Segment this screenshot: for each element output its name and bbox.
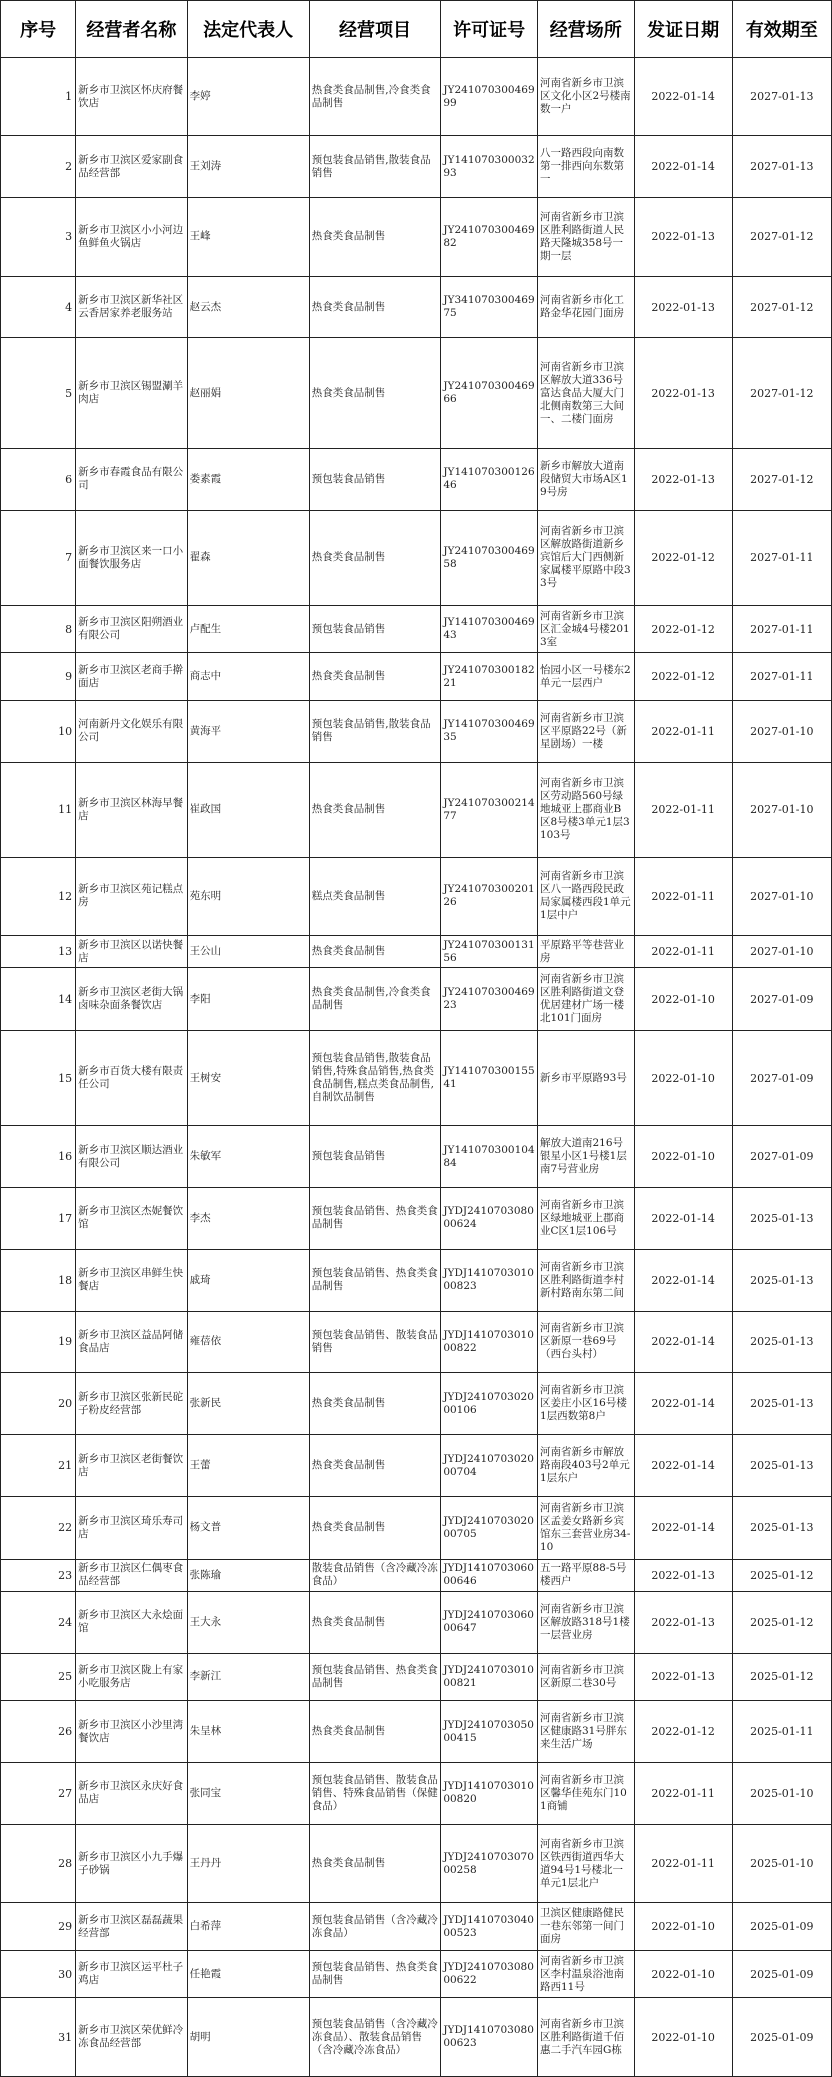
business-scope: 热食类食品制售 xyxy=(309,1591,441,1653)
license-no: JYDJ241070301000821 xyxy=(441,1653,538,1701)
business-address: 河南省新乡市卫滨区铁西街道西华大道94号1号楼北一单元1层北户 xyxy=(537,1824,634,1902)
business-scope: 热食类食品制售 xyxy=(309,510,441,605)
expiry-date: 2027-01-10 xyxy=(732,762,831,857)
expiry-date: 2025-01-09 xyxy=(732,1903,831,1951)
table-row xyxy=(1,338,832,449)
issue-date: 2022-01-10 xyxy=(634,968,732,1031)
legal-rep: 王树安 xyxy=(187,1031,309,1126)
legal-rep: 李婷 xyxy=(187,58,309,136)
business-scope: 预包装食品销售、热食类食品制售 xyxy=(309,1950,441,1998)
table-row xyxy=(1,58,832,136)
business-address: 河南省新乡市卫滨区馨华佳苑东门101商铺 xyxy=(537,1763,634,1825)
business-scope: 热食类食品制售,冷食类食品制售 xyxy=(309,58,441,136)
row-seq: 5 xyxy=(1,338,76,449)
operator-name: 新乡市卫滨区益品阿储食品店 xyxy=(76,1311,187,1373)
table-row xyxy=(1,936,832,968)
license-no: JY14107030015541 xyxy=(441,1031,538,1126)
header-legal-rep: 法定代表人 xyxy=(187,1,309,58)
table-row xyxy=(1,1824,832,1902)
table-body xyxy=(1,58,832,2077)
business-address: 河南省新乡市卫滨区绿地城亚上郡商业C区1层106号 xyxy=(537,1187,634,1249)
row-seq: 11 xyxy=(1,762,76,857)
legal-rep: 卢配生 xyxy=(187,605,309,653)
business-address: 河南省新乡市卫滨区解放路318号1楼一层营业房 xyxy=(537,1591,634,1653)
legal-rep: 任艳霞 xyxy=(187,1950,309,1998)
legal-rep: 王大永 xyxy=(187,1591,309,1653)
operator-name: 新乡市卫滨区锡盟涮羊肉店 xyxy=(76,338,187,449)
table-row xyxy=(1,1701,832,1763)
table-row xyxy=(1,448,832,510)
business-scope: 热食类食品制售 xyxy=(309,1496,441,1559)
operator-name: 新乡市卫滨区永庆好食品店 xyxy=(76,1763,187,1825)
legal-rep: 李新江 xyxy=(187,1653,309,1701)
issue-date: 2022-01-14 xyxy=(634,1373,732,1435)
expiry-date: 2025-01-12 xyxy=(732,1591,831,1653)
business-scope: 预包装食品销售 xyxy=(309,1126,441,1188)
business-scope: 预包装食品销售 xyxy=(309,448,441,510)
license-no: JYDJ141070304000523 xyxy=(441,1903,538,1951)
row-seq: 21 xyxy=(1,1435,76,1497)
legal-rep: 王公山 xyxy=(187,936,309,968)
expiry-date: 2027-01-11 xyxy=(732,510,831,605)
legal-rep: 戚琦 xyxy=(187,1249,309,1311)
issue-date: 2022-01-13 xyxy=(634,338,732,449)
expiry-date: 2027-01-11 xyxy=(732,605,831,653)
row-seq: 16 xyxy=(1,1126,76,1188)
issue-date: 2022-01-10 xyxy=(634,1031,732,1126)
table-row xyxy=(1,1249,832,1311)
issue-date: 2022-01-10 xyxy=(634,1126,732,1188)
business-address: 河南省新乡市卫滨区姜庄小区16号楼1层西数第8户 xyxy=(537,1373,634,1435)
business-scope: 热食类食品制售 xyxy=(309,1701,441,1763)
business-address: 河南省新乡市卫滨区解放大道336号富达食品大厦大门北侧南数第三大间一、二楼门面房 xyxy=(537,338,634,449)
table-row xyxy=(1,198,832,276)
expiry-date: 2027-01-11 xyxy=(732,653,831,701)
license-no: JY24107030018221 xyxy=(441,653,538,701)
issue-date: 2022-01-10 xyxy=(634,1998,732,2077)
row-seq: 14 xyxy=(1,968,76,1031)
header-business-scope: 经营项目 xyxy=(309,1,441,58)
expiry-date: 2025-01-13 xyxy=(732,1187,831,1249)
business-scope: 预包装食品销售、散装食品销售 xyxy=(309,1311,441,1373)
legal-rep: 雍蓓依 xyxy=(187,1311,309,1373)
header-license-no: 许可证号 xyxy=(441,1,538,58)
row-seq: 29 xyxy=(1,1903,76,1951)
license-no: JYDJ241070307000258 xyxy=(441,1824,538,1902)
table-row xyxy=(1,1373,832,1435)
expiry-date: 2025-01-10 xyxy=(732,1824,831,1902)
business-address: 河南省新乡市化工路金华花园门面房 xyxy=(537,276,634,338)
table-row xyxy=(1,857,832,935)
operator-name: 新乡市卫滨区爱家副食品经营部 xyxy=(76,136,187,198)
license-no: JY34107030046975 xyxy=(441,276,538,338)
operator-name: 新乡市卫滨区来一口小面餐饮服务店 xyxy=(76,510,187,605)
table-row xyxy=(1,136,832,198)
expiry-date: 2027-01-10 xyxy=(732,700,831,762)
issue-date: 2022-01-14 xyxy=(634,1311,732,1373)
license-no: JY14107030046943 xyxy=(441,605,538,653)
issue-date: 2022-01-14 xyxy=(634,58,732,136)
operator-name: 新乡市卫滨区仁偶枣食品经营部 xyxy=(76,1559,187,1591)
legal-rep: 张同宝 xyxy=(187,1763,309,1825)
row-seq: 19 xyxy=(1,1311,76,1373)
table-row xyxy=(1,1903,832,1951)
expiry-date: 2025-01-13 xyxy=(732,1249,831,1311)
operator-name: 新乡市卫滨区陇上有家小吃服务店 xyxy=(76,1653,187,1701)
header-address: 经营场所 xyxy=(537,1,634,58)
business-scope: 预包装食品销售 xyxy=(309,605,441,653)
legal-rep: 李杰 xyxy=(187,1187,309,1249)
business-address: 河南省新乡市卫滨区胜利路街道人民路天隆城358号一期一层 xyxy=(537,198,634,276)
operator-name: 新乡市卫滨区老商手擀面店 xyxy=(76,653,187,701)
issue-date: 2022-01-14 xyxy=(634,136,732,198)
business-address: 解放大道南216号银星小区1号楼1层南7号营业房 xyxy=(537,1126,634,1188)
issue-date: 2022-01-14 xyxy=(634,1187,732,1249)
table-row xyxy=(1,700,832,762)
operator-name: 新乡市卫滨区串鲜生快餐店 xyxy=(76,1249,187,1311)
legal-rep: 朱呈林 xyxy=(187,1701,309,1763)
operator-name: 新乡市卫滨区怀庆府餐饮店 xyxy=(76,58,187,136)
table-row xyxy=(1,1435,832,1497)
row-seq: 8 xyxy=(1,605,76,653)
business-scope: 热食类食品制售 xyxy=(309,762,441,857)
expiry-date: 2027-01-13 xyxy=(732,136,831,198)
issue-date: 2022-01-13 xyxy=(634,1559,732,1591)
row-seq: 10 xyxy=(1,700,76,762)
row-seq: 2 xyxy=(1,136,76,198)
issue-date: 2022-01-11 xyxy=(634,857,732,935)
business-address: 河南省新乡市卫滨区解放路街道新乡宾馆后大门西侧新家属楼平原路中段33号 xyxy=(537,510,634,605)
row-seq: 15 xyxy=(1,1031,76,1126)
table-row xyxy=(1,1950,832,1998)
license-no: JYDJ141070306000646 xyxy=(441,1559,538,1591)
expiry-date: 2027-01-09 xyxy=(732,1126,831,1188)
issue-date: 2022-01-10 xyxy=(634,1950,732,1998)
issue-date: 2022-01-14 xyxy=(634,1496,732,1559)
issue-date: 2022-01-12 xyxy=(634,1701,732,1763)
row-seq: 6 xyxy=(1,448,76,510)
table-row xyxy=(1,1559,832,1591)
business-address: 五一路平原88-5号楼西户 xyxy=(537,1559,634,1591)
row-seq: 28 xyxy=(1,1824,76,1902)
business-address: 怡园小区一号楼东2单元一层西户 xyxy=(537,653,634,701)
legal-rep: 王刘涛 xyxy=(187,136,309,198)
operator-name: 新乡市卫滨区小沙里湾餐饮店 xyxy=(76,1701,187,1763)
license-no: JYDJ241070302000704 xyxy=(441,1435,538,1497)
operator-name: 河南新丹文化娱乐有限公司 xyxy=(76,700,187,762)
license-no: JY24107030046982 xyxy=(441,198,538,276)
license-no: JYDJ241070308000622 xyxy=(441,1950,538,1998)
business-scope: 预包装食品销售,散装食品销售 xyxy=(309,700,441,762)
business-scope: 热食类食品制售 xyxy=(309,1435,441,1497)
operator-name: 新乡市卫滨区运平杜子鸡店 xyxy=(76,1950,187,1998)
business-address: 卫滨区健康路健民一巷东邻第一间门面房 xyxy=(537,1903,634,1951)
business-scope: 热食类食品制售,冷食类食品制售 xyxy=(309,968,441,1031)
business-scope: 热食类食品制售 xyxy=(309,338,441,449)
legal-rep: 商志中 xyxy=(187,653,309,701)
operator-name: 新乡市卫滨区琦乐寿司店 xyxy=(76,1496,187,1559)
expiry-date: 2025-01-13 xyxy=(732,1435,831,1497)
legal-rep: 崔政国 xyxy=(187,762,309,857)
issue-date: 2022-01-11 xyxy=(634,762,732,857)
row-seq: 3 xyxy=(1,198,76,276)
operator-name: 新乡市卫滨区杰妮餐饮馆 xyxy=(76,1187,187,1249)
business-scope: 预包装食品销售,散装食品销售,特殊食品销售,热食类食品制售,糕点类食品制售,自制饮品制售 xyxy=(309,1031,441,1126)
issue-date: 2022-01-11 xyxy=(634,1824,732,1902)
legal-rep: 王丹丹 xyxy=(187,1824,309,1902)
row-seq: 13 xyxy=(1,936,76,968)
expiry-date: 2027-01-09 xyxy=(732,1031,831,1126)
business-address: 河南省新乡市卫滨区八一路西段民政局家属楼西段1单元1层中户 xyxy=(537,857,634,935)
row-seq: 26 xyxy=(1,1701,76,1763)
business-address: 河南省新乡市解放路南段403号2单元1层东户 xyxy=(537,1435,634,1497)
table-row xyxy=(1,510,832,605)
issue-date: 2022-01-14 xyxy=(634,1249,732,1311)
row-seq: 12 xyxy=(1,857,76,935)
issue-date: 2022-01-11 xyxy=(634,1763,732,1825)
license-no: JY24107030046999 xyxy=(441,58,538,136)
legal-rep: 娄素霞 xyxy=(187,448,309,510)
expiry-date: 2025-01-12 xyxy=(732,1653,831,1701)
business-address: 河南省新乡市卫滨区健康路31号胖东来生活广场 xyxy=(537,1701,634,1763)
expiry-date: 2025-01-09 xyxy=(732,1950,831,1998)
business-address: 河南省新乡市卫滨区胜利路街道千佰惠二手汽车园G栋 xyxy=(537,1998,634,2077)
legal-rep: 王蕾 xyxy=(187,1435,309,1497)
issue-date: 2022-01-13 xyxy=(634,276,732,338)
issue-date: 2022-01-13 xyxy=(634,1653,732,1701)
license-no: JY24107030021477 xyxy=(441,762,538,857)
license-no: JYDJ241070308000624 xyxy=(441,1187,538,1249)
operator-name: 新乡市卫滨区阳朔酒业有限公司 xyxy=(76,605,187,653)
issue-date: 2022-01-11 xyxy=(634,936,732,968)
table-row xyxy=(1,605,832,653)
operator-name: 新乡市卫滨区新华社区云香居家养老服务站 xyxy=(76,276,187,338)
table-row xyxy=(1,762,832,857)
business-address: 河南省新乡市卫滨区文化小区2号楼南数一户 xyxy=(537,58,634,136)
license-no: JY24107030013156 xyxy=(441,936,538,968)
license-no: JY14107030046935 xyxy=(441,700,538,762)
expiry-date: 2025-01-11 xyxy=(732,1701,831,1763)
license-no: JYDJ241070302000106 xyxy=(441,1373,538,1435)
table-row xyxy=(1,968,832,1031)
operator-name: 新乡市卫滨区张新民砣子粉皮经营部 xyxy=(76,1373,187,1435)
legal-rep: 李阳 xyxy=(187,968,309,1031)
business-scope: 预包装食品销售、热食类食品制售 xyxy=(309,1653,441,1701)
expiry-date: 2027-01-09 xyxy=(732,968,831,1031)
business-scope: 预包装食品销售（含冷藏冷冻食品） xyxy=(309,1903,441,1951)
table-row xyxy=(1,1031,832,1126)
table-row xyxy=(1,653,832,701)
license-no: JY14107030010484 xyxy=(441,1126,538,1188)
issue-date: 2022-01-12 xyxy=(634,605,732,653)
license-no: JYDJ241070302000705 xyxy=(441,1496,538,1559)
row-seq: 25 xyxy=(1,1653,76,1701)
expiry-date: 2025-01-12 xyxy=(732,1559,831,1591)
license-no: JYDJ141070308000623 xyxy=(441,1998,538,2077)
row-seq: 22 xyxy=(1,1496,76,1559)
operator-name: 新乡市卫滨区小小河边鱼鲜鱼火锅店 xyxy=(76,198,187,276)
operator-name: 新乡市卫滨区磊磊蔬果经营部 xyxy=(76,1903,187,1951)
operator-name: 新乡市卫滨区以诺快餐店 xyxy=(76,936,187,968)
license-no: JY24107030046923 xyxy=(441,968,538,1031)
business-address: 河南省新乡市卫滨区胜利路街道李村新村路南东第二间 xyxy=(537,1249,634,1311)
row-seq: 18 xyxy=(1,1249,76,1311)
license-no: JY24107030046958 xyxy=(441,510,538,605)
legal-rep: 朱敏军 xyxy=(187,1126,309,1188)
expiry-date: 2027-01-10 xyxy=(732,936,831,968)
license-no: JYDJ141070301000822 xyxy=(441,1311,538,1373)
row-seq: 23 xyxy=(1,1559,76,1591)
row-seq: 20 xyxy=(1,1373,76,1435)
operator-name: 新乡市卫滨区老街餐饮店 xyxy=(76,1435,187,1497)
expiry-date: 2025-01-13 xyxy=(732,1496,831,1559)
expiry-date: 2027-01-13 xyxy=(732,58,831,136)
legal-rep: 赵云杰 xyxy=(187,276,309,338)
license-no: JYDJ241070306000647 xyxy=(441,1591,538,1653)
business-address: 河南省新乡市卫滨区李村温泉浴池南路西11号 xyxy=(537,1950,634,1998)
header-seq: 序号 xyxy=(1,1,76,58)
expiry-date: 2027-01-12 xyxy=(732,276,831,338)
issue-date: 2022-01-13 xyxy=(634,1591,732,1653)
business-scope: 散装食品销售（含冷藏冷冻食品） xyxy=(309,1559,441,1591)
operator-name: 新乡市卫滨区顺达酒业有限公司 xyxy=(76,1126,187,1188)
business-address: 河南省新乡市卫滨区新原一巷69号（西台头村） xyxy=(537,1311,634,1373)
business-scope: 热食类食品制售 xyxy=(309,653,441,701)
expiry-date: 2025-01-09 xyxy=(732,1998,831,2077)
table-row xyxy=(1,1126,832,1188)
table-row xyxy=(1,1591,832,1653)
issue-date: 2022-01-10 xyxy=(634,1903,732,1951)
operator-name: 新乡市卫滨区苑记糕点房 xyxy=(76,857,187,935)
business-address: 新乡市解放大道南段储贸大市场A区19号房 xyxy=(537,448,634,510)
expiry-date: 2025-01-10 xyxy=(732,1763,831,1825)
legal-rep: 苑东明 xyxy=(187,857,309,935)
expiry-date: 2025-01-13 xyxy=(732,1373,831,1435)
expiry-date: 2027-01-12 xyxy=(732,338,831,449)
table-row xyxy=(1,1998,832,2077)
issue-date: 2022-01-11 xyxy=(634,700,732,762)
business-scope: 热食类食品制售 xyxy=(309,276,441,338)
business-address: 八一路西段向南数第一排西向东数第一 xyxy=(537,136,634,198)
business-scope: 预包装食品销售、热食类食品制售 xyxy=(309,1187,441,1249)
business-address: 河南省新乡市卫滨区胜利路街道文登优居建材广场一楼北101门面房 xyxy=(537,968,634,1031)
operator-name: 新乡市卫滨区林海早餐店 xyxy=(76,762,187,857)
issue-date: 2022-01-12 xyxy=(634,510,732,605)
license-no: JY14107030003293 xyxy=(441,136,538,198)
table-row xyxy=(1,1496,832,1559)
legal-rep: 黄海平 xyxy=(187,700,309,762)
row-seq: 1 xyxy=(1,58,76,136)
row-seq: 24 xyxy=(1,1591,76,1653)
business-scope: 预包装食品销售,散装食品销售 xyxy=(309,136,441,198)
license-no: JYDJ141070301000820 xyxy=(441,1763,538,1825)
issue-date: 2022-01-12 xyxy=(634,653,732,701)
legal-rep: 张陈瑜 xyxy=(187,1559,309,1591)
expiry-date: 2027-01-12 xyxy=(732,198,831,276)
business-address: 河南省新乡市卫滨区汇金城4号楼2013室 xyxy=(537,605,634,653)
legal-rep: 杨文普 xyxy=(187,1496,309,1559)
operator-name: 新乡市卫滨区大永烩面馆 xyxy=(76,1591,187,1653)
license-no: JYDJ241070305000415 xyxy=(441,1701,538,1763)
issue-date: 2022-01-13 xyxy=(634,448,732,510)
header-operator-name: 经营者名称 xyxy=(76,1,187,58)
business-address: 河南省新乡市卫滨区孟姜女路新乡宾馆东三套营业房34-10 xyxy=(537,1496,634,1559)
business-scope: 预包装食品销售（含冷藏冷冻食品）、散装食品销售（含冷藏冷冻食品） xyxy=(309,1998,441,2077)
legal-rep: 翟森 xyxy=(187,510,309,605)
license-no: JYDJ141070301000823 xyxy=(441,1249,538,1311)
row-seq: 4 xyxy=(1,276,76,338)
legal-rep: 王峰 xyxy=(187,198,309,276)
business-address: 新乡市平原路93号 xyxy=(537,1031,634,1126)
license-no: JY24107030046966 xyxy=(441,338,538,449)
row-seq: 17 xyxy=(1,1187,76,1249)
expiry-date: 2025-01-13 xyxy=(732,1311,831,1373)
operator-name: 新乡市卫滨区老街大锅卤味杂面条餐饮店 xyxy=(76,968,187,1031)
legal-rep: 张新民 xyxy=(187,1373,309,1435)
row-seq: 7 xyxy=(1,510,76,605)
business-address: 河南省新乡市卫滨区新原二巷30号 xyxy=(537,1653,634,1701)
row-seq: 30 xyxy=(1,1950,76,1998)
business-address: 河南省新乡市卫滨区平原路22号（新星剧场）一楼 xyxy=(537,700,634,762)
business-scope: 热食类食品制售 xyxy=(309,936,441,968)
row-seq: 9 xyxy=(1,653,76,701)
table-row xyxy=(1,1653,832,1701)
header-expiry-date: 有效期至 xyxy=(732,1,831,58)
issue-date: 2022-01-13 xyxy=(634,198,732,276)
table-row xyxy=(1,1187,832,1249)
business-scope: 热食类食品制售 xyxy=(309,198,441,276)
business-scope: 预包装食品销售、热食类食品制售 xyxy=(309,1249,441,1311)
header-issue-date: 发证日期 xyxy=(634,1,732,58)
table-header xyxy=(1,1,832,58)
legal-rep: 赵丽娟 xyxy=(187,338,309,449)
operator-name: 新乡市卫滨区荣优鲜冷冻食品经营部 xyxy=(76,1998,187,2077)
table-row xyxy=(1,1311,832,1373)
license-no: JY14107030012646 xyxy=(441,448,538,510)
business-scope: 热食类食品制售 xyxy=(309,1373,441,1435)
row-seq: 31 xyxy=(1,1998,76,2077)
business-scope: 预包装食品销售、散装食品销售、特殊食品销售（保健食品） xyxy=(309,1763,441,1825)
business-address: 河南省新乡市卫滨区劳动路560号绿地城亚上郡商业B区8号楼3单元1层3103号 xyxy=(537,762,634,857)
license-no: JY24107030020126 xyxy=(441,857,538,935)
business-scope: 糕点类食品制售 xyxy=(309,857,441,935)
operator-name: 新乡市春霞食品有限公司 xyxy=(76,448,187,510)
row-seq: 27 xyxy=(1,1763,76,1825)
legal-rep: 胡明 xyxy=(187,1998,309,2077)
issue-date: 2022-01-14 xyxy=(634,1435,732,1497)
business-address: 平原路平等巷营业房 xyxy=(537,936,634,968)
table-row xyxy=(1,276,832,338)
table-row xyxy=(1,1763,832,1825)
expiry-date: 2027-01-10 xyxy=(732,857,831,935)
operator-name: 新乡市卫滨区小九手爆子砂锅 xyxy=(76,1824,187,1902)
business-scope: 热食类食品制售 xyxy=(309,1824,441,1902)
legal-rep: 白希萍 xyxy=(187,1903,309,1951)
expiry-date: 2027-01-12 xyxy=(732,448,831,510)
operator-name: 新乡市百货大楼有限责任公司 xyxy=(76,1031,187,1126)
